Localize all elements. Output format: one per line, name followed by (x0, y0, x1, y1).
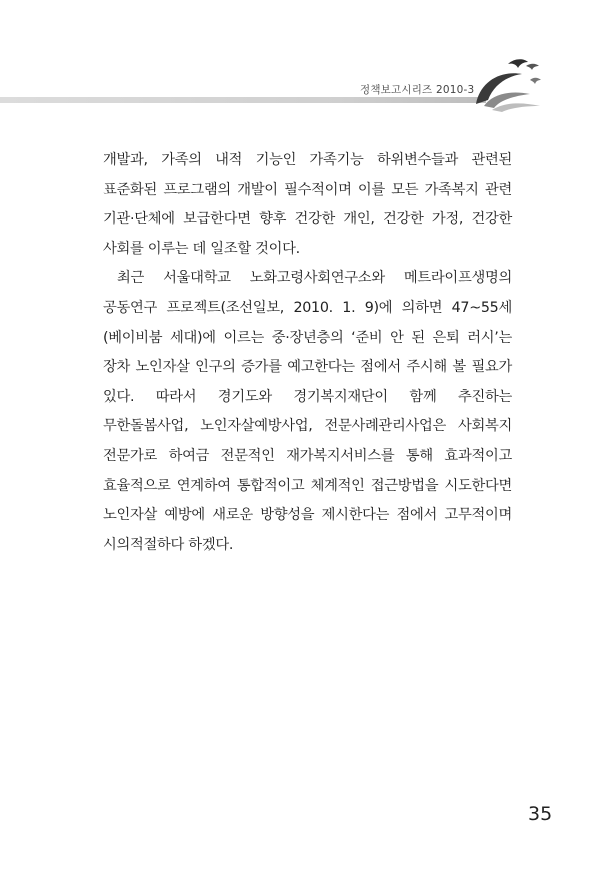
bird-wave-logo-icon (470, 54, 546, 112)
body-text (103, 146, 512, 560)
series-label: 정책보고시리즈 2010-3 (360, 84, 475, 96)
page-number: 35 (528, 803, 553, 825)
header-rule (0, 97, 486, 103)
paragraph-1: 개발과, 가족의 내적 기능인 가족기능 하위변수들과 관련된 표준화된 프로그램의 개발이 필수적이며 이를 모든 가족복지 관련 기관·단체에 보급한다면 향후 건강한 개인, 건강한 가정, 건강한 사회를 이루는 데 일조할 것이다. (103, 152, 512, 257)
paragraph-2: 최근 서울대학교 노화고령사회연구소와 메트라이프생명의 공동연구 프로젝트(조선일보, 2010. 1. 9)에 의하면 47~55세(베이비붐 세대)에 이르는 중·장년층의 ‘준비 안 된 은퇴 러시’는 장차 노인자살 인구의 증가를 예고한다는 점에서 주시해 볼 필요가 있다. 따라서 경기도와 경기복지재단이 함께 추진하는 무한돌봄사업, 노인자살예방사업, 전문사례관리사업은 사회복지 전문가로 하여금 전문적인 재가복지서비스를 통해 효과적이고 효율적으로 연계하여 통합적이고 체계적인 접근방법을 시도한다면 노인자살 예방에 새로운 방향성을 제시한다는 점에서 고무적이며 시의적절하다 하겠다. (103, 270, 512, 553)
